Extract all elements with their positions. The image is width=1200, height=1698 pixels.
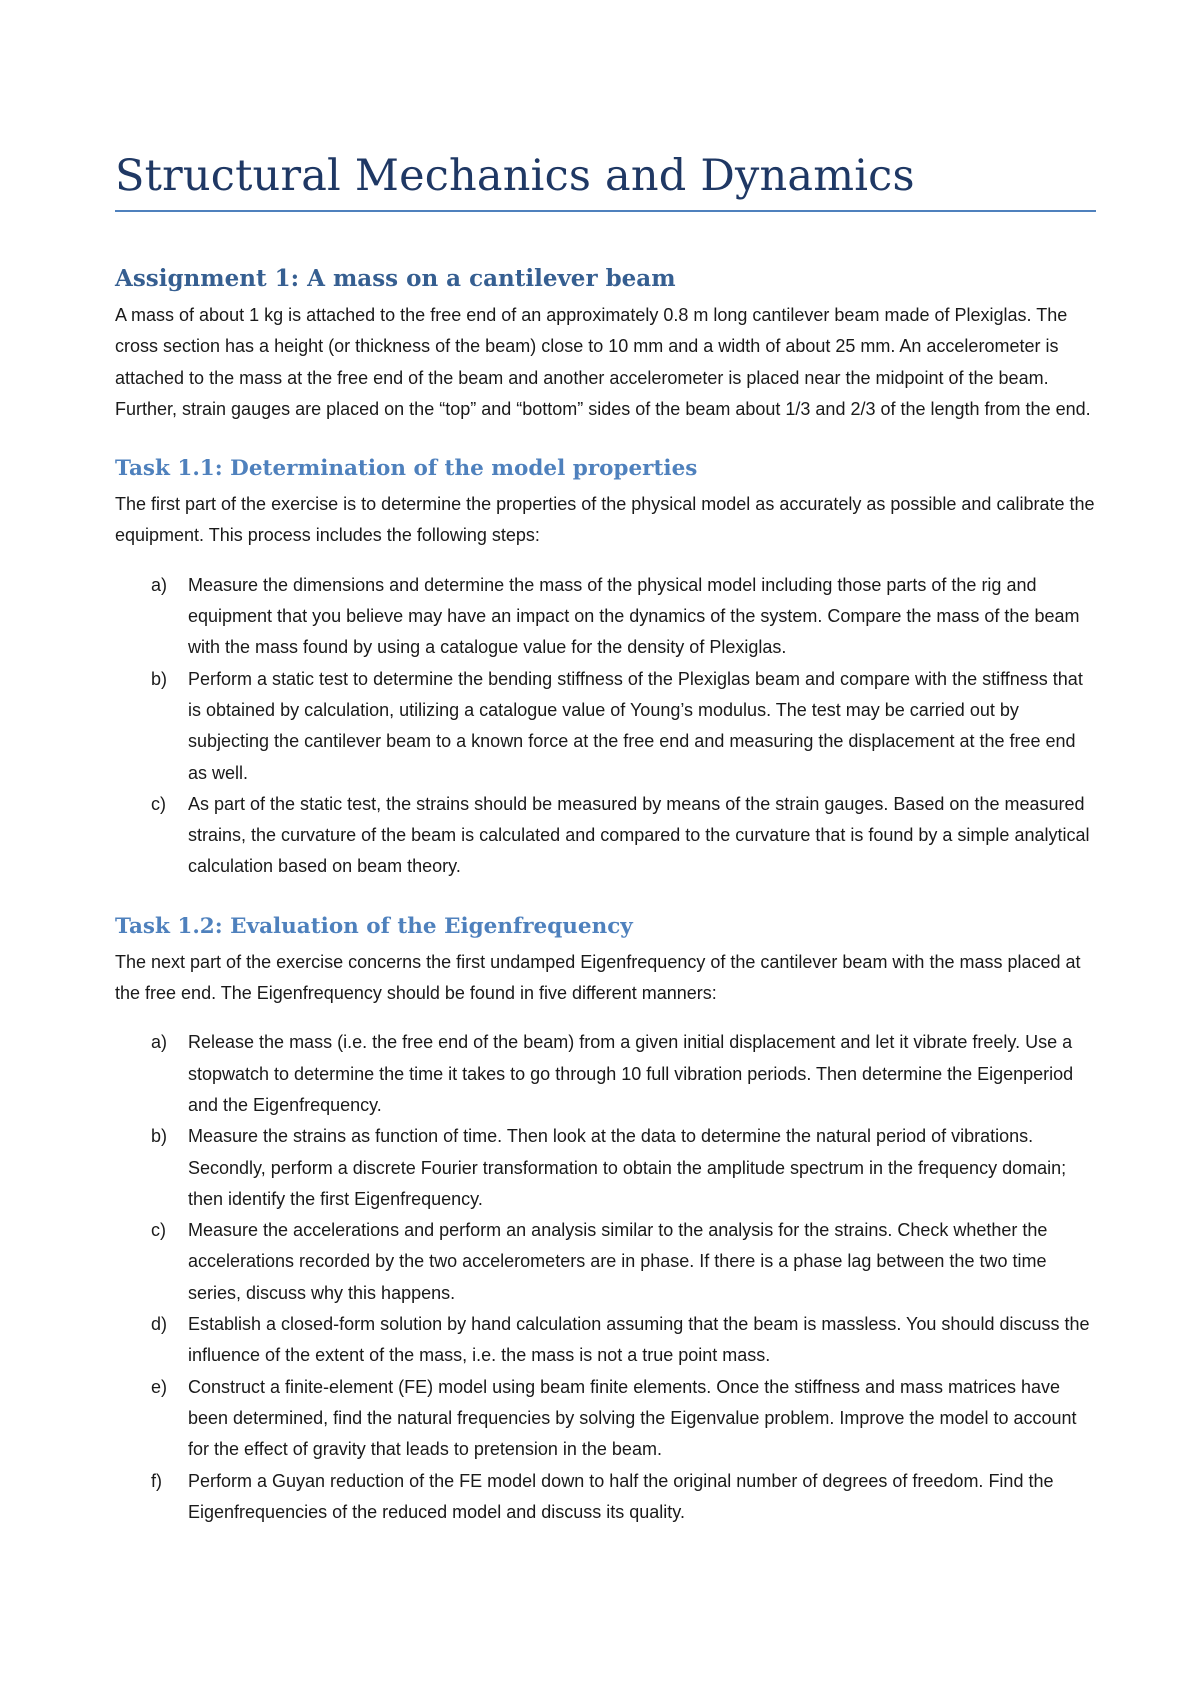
list-item [115,1121,1096,1215]
list-item-text: Release the mass (i.e. the free end of the beam) from a given initial displacement and let it vibrate freely. Use a stopwatch to determine the time it takes to go through 10 full vibration periods. Then determine the Eigenperiod and the Eigenfrequency. [188,1032,1074,1115]
task-1-1-intro: The first part of the exercise is to determine the properties of the physical model as accurately as possible and calibrate the equipment. This process includes the following steps: [115,494,1095,546]
list-marker: c) [151,793,166,814]
list-item-text: Perform a static test to determine the bending stiffness of the Plexiglas beam and compare with the stiffness that is obtained by calculation, utilizing a catalogue value of Young’s modulus. The test may be carried out by subjecting the cantilever beam to a known force at the free end and measuring the displacement at the free end as well. [188,668,1083,783]
assignment-heading: Assignment 1: A mass on a cantilever beam [115,265,676,292]
assignment-intro: A mass of about 1 kg is attached to the free end of an approximately 0.8 m long cantilever beam made of Plexiglas. The cross section has a height (or thickness of the beam) close to 10 mm and a width of about 25 mm. An accelerometer is attached to the mass at the free end of the beam and another accelerometer is placed near the midpoint of the beam. Further, strain gauges are placed on the “top” and “bottom” sides of the beam about 1/3 and 2/3 of the length from the end. [115,305,1091,419]
list-marker: e) [151,1376,168,1397]
list-item-text: Measure the strains as function of time. Then look at the data to determine the natural period of vibrations. Secondly, perform a discrete Fourier transformation to obtain the amplitude spectrum in the frequency domain; then identify the first Eigenfrequency. [188,1126,1067,1209]
list-item-text: As part of the static test, the strains should be measured by means of the strain gauges. Based on the measured strains, the curvature of the beam is calculated and compared to the curvature that is found by a simple analytical calculation based on beam theory. [188,793,1090,877]
document-title: Structural Mechanics and Dynamics [115,151,915,201]
list-item [115,789,1096,883]
task-1-1-list [115,570,1096,883]
list-item [115,1027,1096,1121]
list-item-text: Measure the accelerations and perform an analysis similar to the analysis for the strains. Check whether the accelerations recorded by the two accelerometers are in phase. If there is a phase lag between the two time series, discuss why this happens. [188,1220,1048,1303]
list-item-text: Construct a finite-element (FE) model using beam finite elements. Once the stiffness and mass matrices have been determined, find the natural frequencies by solving the Eigenvalue problem. Improve the model to account for the effect of gravity that leads to pretension in the beam. [188,1376,1077,1460]
list-item [115,1309,1096,1372]
list-marker: f) [151,1470,162,1491]
list-item-text: Perform a Guyan reduction of the FE model down to half the original number of degrees of freedom. Find the Eigenfrequencies of the reduced model and discuss its quality. [188,1470,1054,1522]
title-underline [115,210,1096,212]
list-item [115,1215,1096,1309]
list-marker: a) [151,1032,168,1053]
list-marker: a) [151,574,168,595]
list-item [115,1372,1096,1466]
list-item-text: Measure the dimensions and determine the mass of the physical model including those parts of the rig and equipment that you believe may have an impact on the dynamics of the system. Compare the mass of the beam with the mass found by using a catalogue value for the density of Plexiglas. [188,574,1080,658]
list-item [115,664,1096,789]
list-item [115,1466,1096,1529]
list-marker: c) [151,1220,166,1241]
task-1-2-list [115,1027,1096,1528]
list-item [115,570,1096,664]
list-item-text: Establish a closed-form solution by hand calculation assuming that the beam is massless. You should discuss the influence of the extent of the mass, i.e. the mass is not a true point mass. [188,1314,1090,1366]
list-marker: b) [151,668,168,689]
list-marker: b) [151,1126,168,1147]
task-1-1-heading: Task 1.1: Determination of the model properties [115,456,698,482]
task-1-2-heading: Task 1.2: Evaluation of the Eigenfrequency [115,913,633,939]
task-1-2-intro: The next part of the exercise concerns the first undamped Eigenfrequency of the cantilever beam with the mass placed at the free end. The Eigenfrequency should be found in five different manners: [115,951,1081,1004]
list-marker: d) [151,1314,168,1335]
